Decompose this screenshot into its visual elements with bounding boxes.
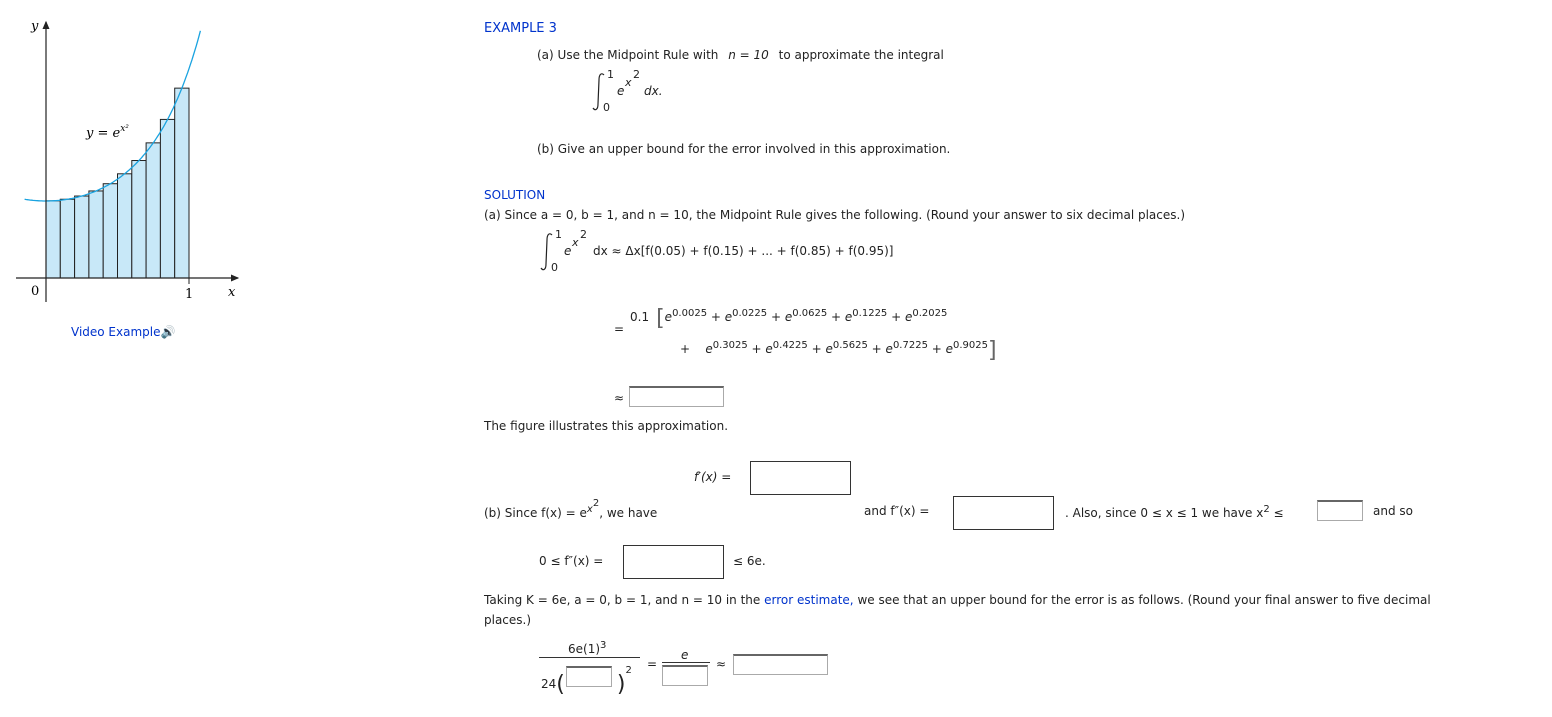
sum-row-1: 0.1 [$e^{0.0025} + e^{0.0225} + e^{0.0625} + e^{0.1225} + e^{0.2025}$ [630,306,948,331]
denominator-n-input[interactable] [566,666,612,687]
error-estimate-link[interactable]: error estimate, [764,593,854,607]
exponent: 0.9025 [953,340,989,351]
exponent: 0.0225 [732,308,768,319]
f-double-prime-input[interactable] [953,496,1054,530]
since-f-text: (b) Since $f(x) = e^{x2}$, we have [484,498,658,520]
exponent: 0.4225 [772,340,808,351]
exponent: 0.2025 [912,308,948,319]
part-a-question: (a) Use the Midpoint Rule with n = 10 to approximate the integral [537,48,944,62]
video-example-link[interactable] [71,325,175,339]
exp-term: e [765,342,773,356]
exp-term: e [844,310,853,324]
midpoint-rectangle [60,199,74,278]
solution-a-intro: (a) Since a = 0, b = 1, and n = 10, the Midpoint Rule gives the following. (Round your answer to six decimal places.) [484,208,1186,222]
exponent: 0.1225 [852,308,888,319]
y-axis-label: y [31,19,39,34]
error-bound-answer-input[interactable] [733,654,828,675]
midpoint-rectangle [89,191,103,278]
exp-term: e [904,310,913,324]
bound-right-text: ≤ 6e. [733,554,766,568]
x-axis-label: x [228,285,236,300]
curve-label: $y = e^{x^2}$ [86,124,129,141]
midpoint-rectangle [103,184,117,278]
approx-sign: ≈ [614,391,625,405]
integral-expression: 1 0 e x 2 dx. [592,70,672,114]
origin-label: 0 [31,284,40,299]
equals-sign: = [614,322,625,336]
bound-input[interactable] [623,545,724,579]
f-double-prime-label: and f″(x) = [864,504,930,518]
exponent: 0.3025 [712,340,748,351]
midpoint-rectangle [146,143,160,278]
f-prime-input[interactable] [750,461,851,495]
exp-term: e [705,342,713,356]
midpoint-answer-input[interactable] [629,386,724,407]
sum-row-2: + $e^{0.3025} + e^{0.4225} + e^{0.5625} + e^{0.7225} + e^{0.9025}$] [680,338,997,363]
midpoint-rectangle [75,196,89,278]
error-numerator: $6e(1)^3$ [568,640,607,656]
f-prime-label: f′(x) = [694,470,732,484]
exponent: 0.5625 [832,340,868,351]
denominator-input[interactable] [662,665,708,686]
video-example-text[interactable]: Video Example [71,325,161,339]
and-so-text: and so [1373,504,1413,518]
also-text: . Also, since 0 ≤ x ≤ 1 we have $x^2$ ≤ [1065,504,1284,520]
exp-term: e [784,310,793,324]
exponent: 0.7225 [892,340,928,351]
solution-title: SOLUTION [484,188,546,202]
midpoint-rectangle [46,201,60,278]
e-numerator: e [681,648,689,662]
part-b-question: (b) Give an upper bound for the error involved in this approximation. [537,142,951,156]
exp-term: e [945,342,954,356]
x-squared-bound-input[interactable] [1317,500,1363,521]
speaker-icon[interactable]: 🔊 [160,325,176,339]
exponent: 0.0025 [672,308,708,319]
exp-term: e [664,310,673,324]
x-tick-1: 1 [185,287,194,302]
error-denominator: 24( )$^2$ [541,665,632,697]
exp-term: e [724,310,733,324]
midpoint-rectangle [160,119,174,278]
equals-sign-2: = [647,657,658,671]
figure-note: The figure illustrates this approximation. [484,419,729,433]
bound-left-text: 0 ≤ f″(x) = [539,554,604,568]
exp-term: e [885,342,893,356]
exp-term: e [825,342,833,356]
taking-text-2: places.) [484,613,532,627]
exponent: 0.0625 [792,308,828,319]
example-title: EXAMPLE 3 [484,21,557,36]
midpoint-rule-graph [0,0,260,310]
midpoint-rectangle [118,174,132,278]
approx-sign-2: ≈ [716,657,727,671]
midpoint-rectangle [175,88,189,278]
midpoint-rectangle [132,161,146,278]
taking-text: Taking K = 6e, a = 0, b = 1, and n = 10 in the error estimate, we see that an upper bound for the error is as follows. (Round your final answer to five decimal [484,593,1431,607]
